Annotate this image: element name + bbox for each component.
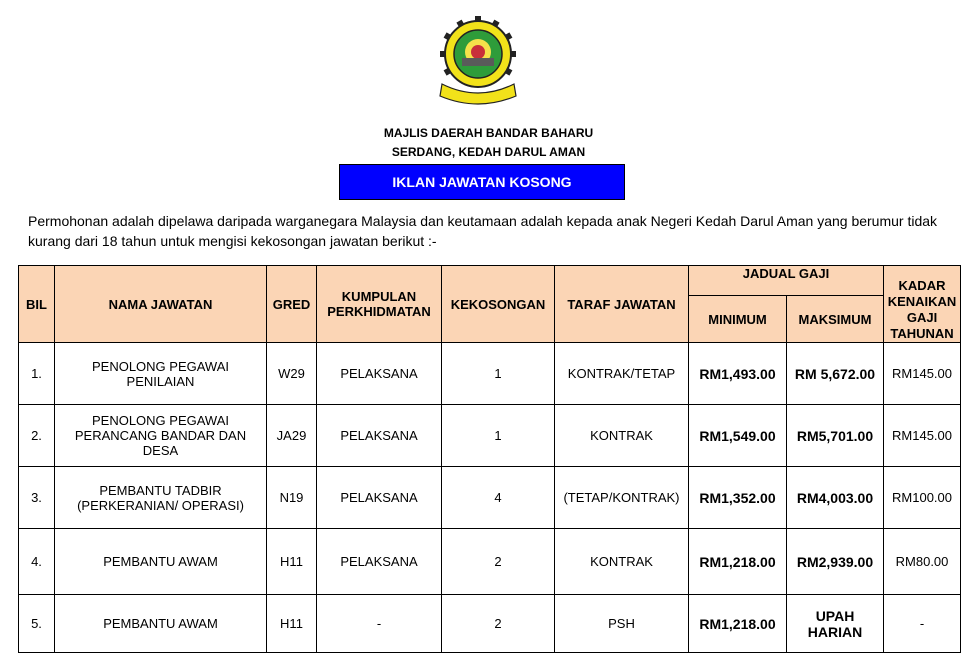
cell-kumpulan: -	[317, 595, 442, 653]
cell-taraf: (TETAP/KONTRAK)	[555, 467, 689, 529]
table-row	[19, 343, 961, 405]
cell-gaji-max: RM2,939.00	[787, 529, 884, 595]
cell-gred: W29	[267, 343, 317, 405]
cell-nama: PEMBANTU TADBIR (PERKERANIAN/ OPERASI)	[55, 467, 267, 529]
cell-gaji-min: RM1,218.00	[689, 595, 787, 653]
cell-gaji-min: RM1,352.00	[689, 467, 787, 529]
cell-kumpulan: PELAKSANA	[317, 405, 442, 467]
cell-gaji-min: RM1,218.00	[689, 529, 787, 595]
cell-kekosongan: 1	[442, 405, 555, 467]
cell-bil: 5.	[19, 595, 55, 653]
cell-kekosongan: 1	[442, 343, 555, 405]
header-nama-jawatan: NAMA JAWATAN	[55, 266, 267, 343]
cell-gaji-max: UPAH HARIAN	[787, 595, 884, 653]
cell-bil: 3.	[19, 467, 55, 529]
intro-paragraph: Permohonan adalah dipelawa daripada warganegara Malaysia dan keutamaan adalah kepada anak Negeri Kedah Darul Aman yang berumur tidak kurang dari 18 tahun untuk mengisi kekosongan jawatan berikut :-	[28, 213, 938, 249]
header-gred: GRED	[267, 266, 317, 343]
cell-gred: H11	[267, 529, 317, 595]
cell-nama: PEMBANTU AWAM	[55, 529, 267, 595]
cell-kadar: RM80.00	[884, 529, 961, 595]
table-row	[19, 467, 961, 529]
cell-kekosongan: 4	[442, 467, 555, 529]
header-minimum: MINIMUM	[689, 296, 787, 343]
cell-bil: 4.	[19, 529, 55, 595]
org-name: MAJLIS DAERAH BANDAR BAHARU	[383, 126, 594, 140]
header-kumpulan: KUMPULAN PERKHIDMATAN	[317, 266, 442, 343]
cell-nama: PENOLONG PEGAWAI PENILAIAN	[55, 343, 267, 405]
vacancy-table	[18, 265, 961, 653]
cell-gred: JA29	[267, 405, 317, 467]
header-kadar: KADAR KENAIKAN GAJI TAHUNAN	[884, 266, 961, 343]
cell-kumpulan: PELAKSANA	[317, 467, 442, 529]
table-row	[19, 595, 961, 653]
header-maksimum: MAKSIMUM	[787, 296, 884, 343]
cell-taraf: KONTRAK/TETAP	[555, 343, 689, 405]
org-address: SERDANG, KEDAH DARUL AMAN	[391, 145, 586, 159]
cell-kadar: RM100.00	[884, 467, 961, 529]
cell-nama: PEMBANTU AWAM	[55, 595, 267, 653]
cell-gaji-min: RM1,493.00	[689, 343, 787, 405]
cell-bil: 1.	[19, 343, 55, 405]
cell-taraf: KONTRAK	[555, 529, 689, 595]
job-ad-banner: IKLAN JAWATAN KOSONG	[339, 164, 625, 200]
cell-bil: 2.	[19, 405, 55, 467]
header-bil: BIL	[19, 266, 55, 343]
cell-kadar: RM145.00	[884, 405, 961, 467]
cell-gred: N19	[267, 467, 317, 529]
cell-gred: H11	[267, 595, 317, 653]
cell-nama: PENOLONG PEGAWAI PERANCANG BANDAR DAN DESA	[55, 405, 267, 467]
cell-kadar: RM145.00	[884, 343, 961, 405]
table-row	[19, 529, 961, 595]
cell-kumpulan: PELAKSANA	[317, 343, 442, 405]
cell-kekosongan: 2	[442, 529, 555, 595]
council-logo	[432, 12, 524, 106]
cell-gaji-max: RM4,003.00	[787, 467, 884, 529]
cell-kekosongan: 2	[442, 595, 555, 653]
cell-gaji-max: RM 5,672.00	[787, 343, 884, 405]
header-jadual-gaji: JADUAL GAJI	[689, 266, 884, 296]
cell-kumpulan: PELAKSANA	[317, 529, 442, 595]
cell-taraf: KONTRAK	[555, 405, 689, 467]
header-kekosongan: KEKOSONGAN	[442, 266, 555, 343]
table-row	[19, 405, 961, 467]
header-taraf: TARAF JAWATAN	[555, 266, 689, 343]
cell-kadar: -	[884, 595, 961, 653]
cell-gaji-min: RM1,549.00	[689, 405, 787, 467]
cell-gaji-max: RM5,701.00	[787, 405, 884, 467]
cell-taraf: PSH	[555, 595, 689, 653]
